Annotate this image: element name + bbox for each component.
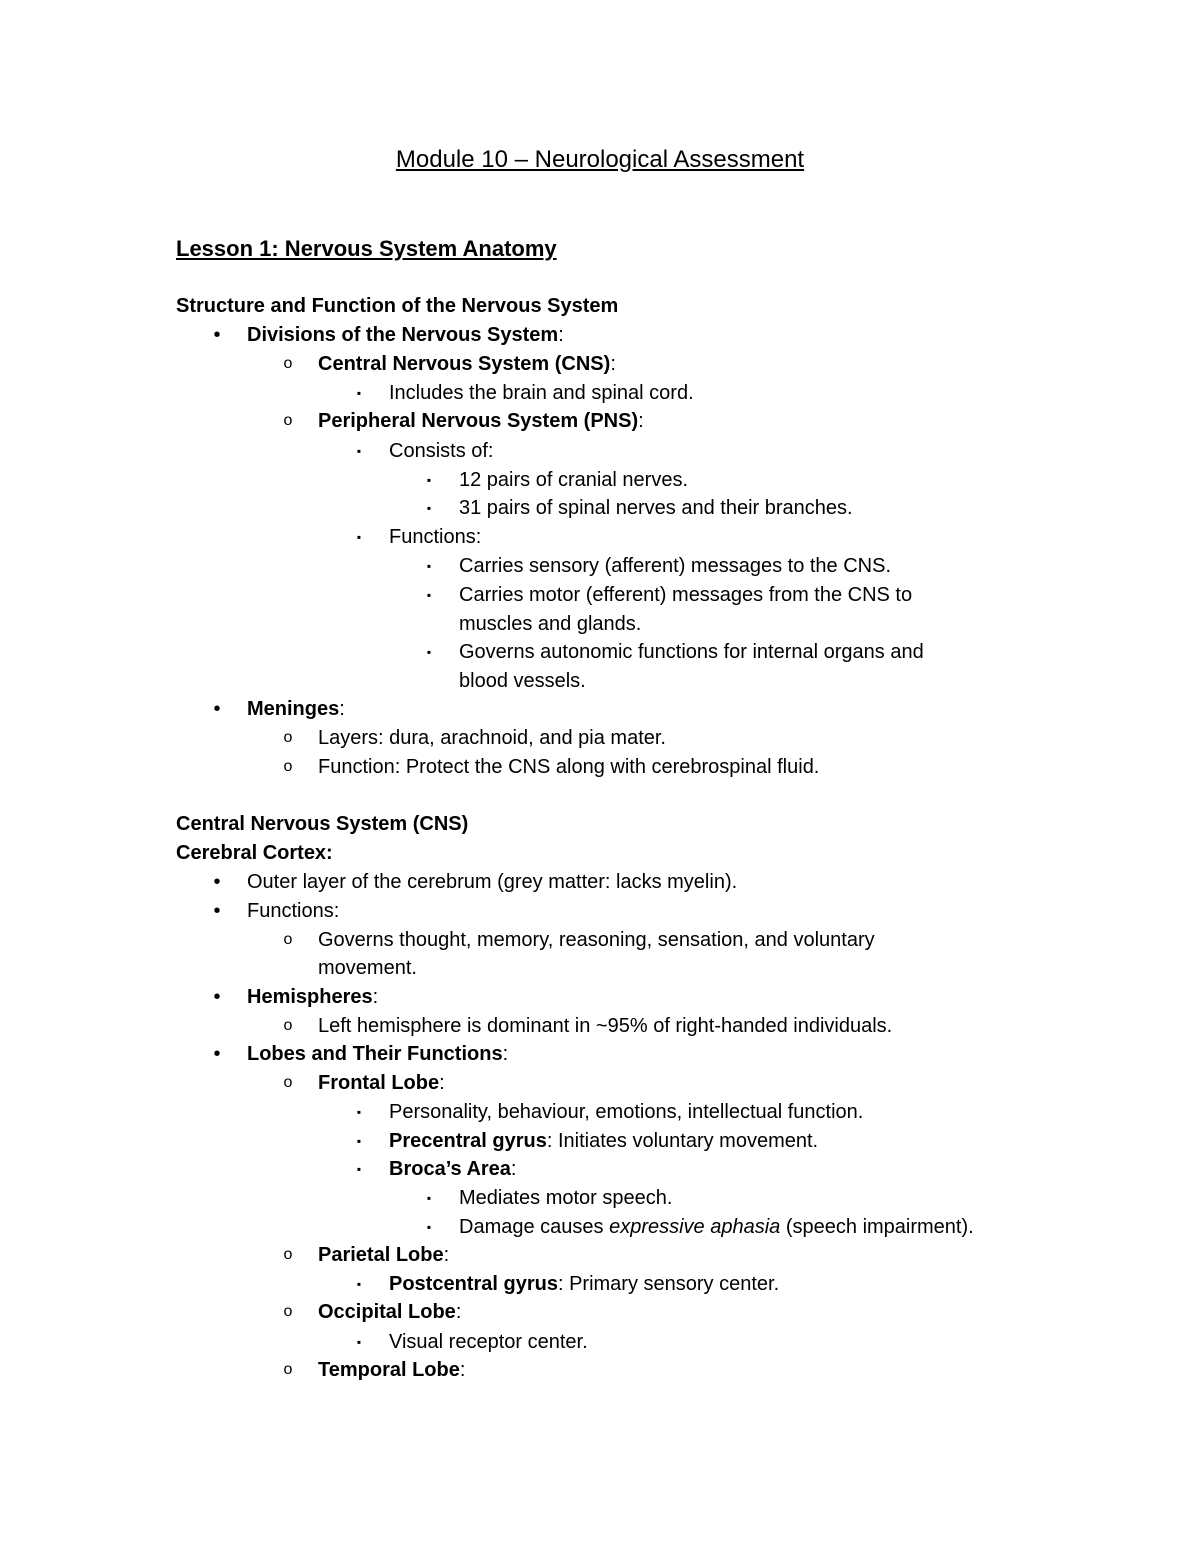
item-label: Parietal Lobe — [318, 1244, 444, 1266]
colon: : — [439, 1072, 445, 1094]
list-item — [356, 1098, 864, 1126]
bullet-square: ▪ — [356, 1134, 362, 1148]
item-text: Function: Protect the CNS along with cerebrospinal fluid. — [318, 756, 820, 778]
document-title: Module 10 – Neurological Assessment — [395, 146, 805, 173]
bullet-circle: o — [283, 355, 293, 372]
bullet-square: ▪ — [356, 1335, 362, 1349]
item-text: 31 pairs of spinal nerves and their branches. — [459, 497, 853, 519]
bullet-square: ▪ — [356, 1162, 362, 1176]
subsection-heading: Cerebral Cortex: — [176, 842, 333, 864]
item-label: Occipital Lobe — [318, 1301, 456, 1323]
section-heading: Structure and Function of the Nervous System — [176, 295, 619, 317]
list-item — [283, 753, 820, 781]
list-item — [356, 437, 494, 465]
item-text: Visual receptor center. — [389, 1331, 588, 1353]
bullet-square: ▪ — [426, 645, 432, 659]
item-text: Personality, behaviour, emotions, intellectual function. — [389, 1101, 864, 1123]
bullet-circle: o — [283, 758, 293, 775]
colon: : — [502, 1043, 509, 1065]
item-label: Temporal Lobe — [318, 1359, 460, 1381]
item-text-italic: expressive aphasia — [609, 1216, 781, 1238]
bullet-circle: o — [283, 1074, 293, 1091]
list-item — [426, 581, 913, 609]
list-item — [426, 638, 924, 666]
bullet-square: ▪ — [356, 444, 362, 458]
bullet-disc: • — [213, 900, 221, 922]
list-item — [283, 407, 644, 435]
item-label: Divisions of the Nervous System — [247, 324, 559, 346]
list-item — [213, 321, 564, 349]
list-item — [426, 1184, 673, 1212]
list-item — [356, 1127, 819, 1155]
list-item — [426, 494, 853, 522]
item-text: Damage causes — [459, 1216, 610, 1238]
bullet-circle: o — [283, 1303, 293, 1320]
item-text: Governs autonomic functions for internal organs and — [459, 641, 924, 663]
list-item — [356, 1155, 517, 1183]
list-item — [283, 1241, 450, 1269]
bullet-square: ▪ — [426, 1191, 432, 1205]
colon: : — [610, 353, 616, 375]
list-item — [283, 1069, 445, 1097]
item-label: Postcentral gyrus — [389, 1273, 558, 1295]
list-item — [283, 350, 616, 378]
list-item — [283, 1012, 893, 1040]
item-text: Carries motor (efferent) messages from the CNS to — [459, 584, 913, 606]
bullet-disc: • — [213, 324, 221, 346]
item-label: Hemispheres — [247, 986, 373, 1008]
bullet-circle: o — [283, 1017, 293, 1034]
bullet-disc: • — [213, 1043, 221, 1065]
item-text-continued: muscles and glands. — [459, 613, 642, 635]
list-item — [283, 1356, 466, 1384]
item-text: Functions: — [247, 900, 340, 922]
bullet-square: ▪ — [356, 386, 362, 400]
item-text: 12 pairs of cranial nerves. — [459, 469, 689, 491]
bullet-square: ▪ — [356, 530, 362, 544]
colon: : — [372, 986, 379, 1008]
bullet-circle: o — [283, 931, 293, 948]
item-text: Functions: — [389, 526, 482, 548]
list-item — [283, 1298, 462, 1326]
item-text: Mediates motor speech. — [459, 1187, 673, 1209]
bullet-circle: o — [283, 1246, 293, 1263]
bullet-square: ▪ — [356, 1105, 362, 1119]
list-item — [356, 1270, 780, 1298]
colon: : — [339, 698, 345, 720]
bullet-square: ▪ — [356, 1277, 362, 1291]
item-label: Meninges — [247, 698, 340, 720]
item-text: Includes the brain and spinal cord. — [389, 382, 694, 404]
bullet-disc: • — [213, 698, 221, 720]
colon: : — [455, 1301, 462, 1323]
list-item — [213, 695, 345, 723]
colon: : — [443, 1244, 450, 1266]
item-text: Initiates voluntary movement. — [557, 1130, 819, 1152]
item-text: Left hemisphere is dominant in ~95% of right-handed individuals. — [318, 1015, 893, 1037]
bullet-square: ▪ — [426, 501, 432, 515]
list-item — [426, 552, 892, 580]
bullet-disc: • — [213, 986, 221, 1008]
colon: : — [638, 410, 644, 432]
list-item — [213, 1040, 509, 1068]
item-label: Broca’s Area — [389, 1158, 511, 1180]
list-item — [356, 523, 482, 551]
bullet-square: ▪ — [426, 588, 432, 602]
list-item — [213, 983, 379, 1011]
item-text: Governs thought, memory, reasoning, sensation, and voluntary — [318, 929, 875, 951]
item-text: Primary sensory center. — [569, 1273, 780, 1295]
list-item — [426, 466, 689, 494]
list-item — [426, 1213, 974, 1241]
lesson-heading: Lesson 1: Nervous System Anatomy — [176, 236, 557, 261]
item-text: (speech impairment). — [780, 1216, 974, 1238]
item-text-continued: movement. — [318, 957, 417, 979]
list-item — [283, 724, 666, 752]
bullet-circle: o — [283, 729, 293, 746]
bullet-circle: o — [283, 1361, 293, 1378]
colon: : — [459, 1359, 466, 1381]
colon: : — [510, 1158, 517, 1180]
list-item — [283, 926, 875, 954]
bullet-square: ▪ — [426, 559, 432, 573]
bullet-square: ▪ — [426, 473, 432, 487]
bullet-disc: • — [213, 871, 221, 893]
item-text: Outer layer of the cerebrum (grey matter: lacks myelin). — [247, 871, 738, 893]
item-text-continued: blood vessels. — [459, 670, 586, 692]
list-item — [213, 868, 738, 896]
bullet-square: ▪ — [426, 1220, 432, 1234]
item-label: Lobes and Their Functions — [247, 1043, 503, 1065]
list-item — [356, 1328, 588, 1356]
item-text: Consists of: — [389, 440, 494, 462]
item-label: Central Nervous System (CNS) — [318, 353, 611, 375]
item-label: Frontal Lobe — [318, 1072, 440, 1094]
section-heading: Central Nervous System (CNS) — [176, 813, 469, 835]
list-item — [213, 897, 340, 925]
colon: : — [558, 324, 564, 346]
item-label: Precentral gyrus — [389, 1130, 547, 1152]
item-label: Peripheral Nervous System (PNS) — [318, 410, 639, 432]
colon: : — [557, 1273, 570, 1295]
colon: : — [546, 1130, 558, 1152]
item-text: Layers: dura, arachnoid, and pia mater. — [318, 727, 666, 749]
bullet-circle: o — [283, 412, 293, 429]
list-item — [356, 379, 694, 407]
item-text: Carries sensory (afferent) messages to the CNS. — [459, 555, 892, 577]
